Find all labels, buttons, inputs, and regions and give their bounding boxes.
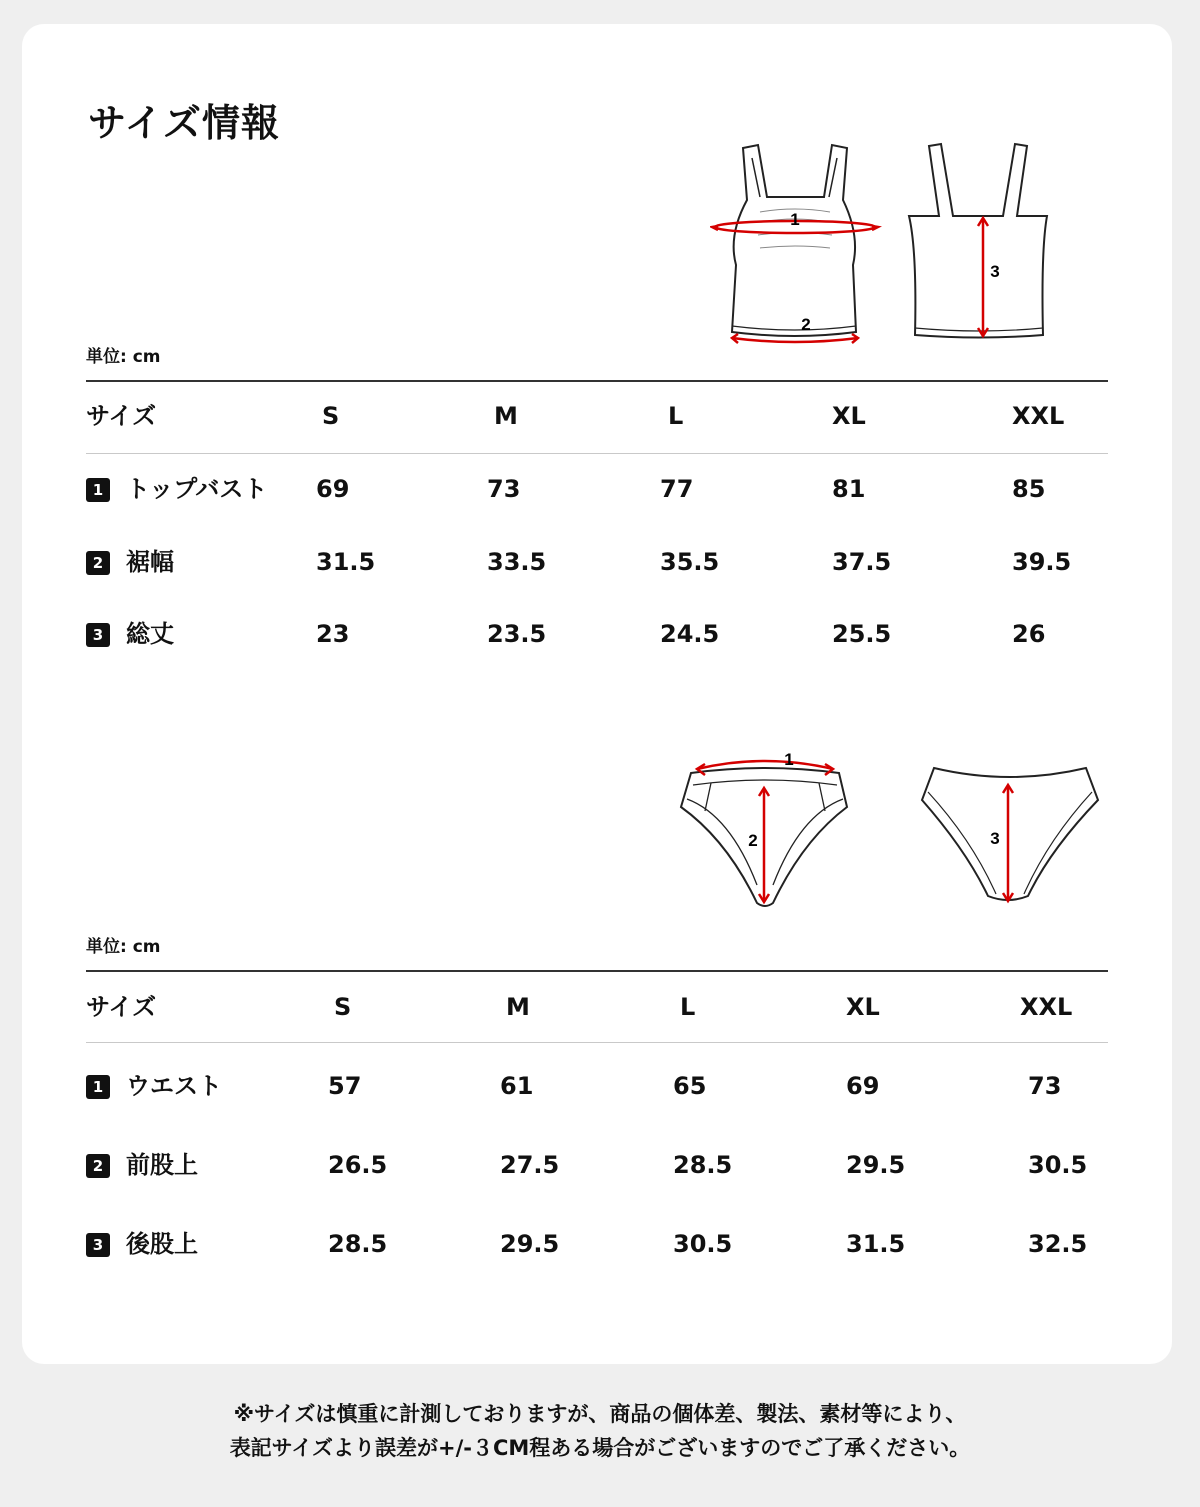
page-title: サイズ情報 xyxy=(88,101,280,145)
marker-3: 3 xyxy=(990,829,1000,848)
header-xxl: XXL xyxy=(1020,993,1073,1021)
index-badge: 1 xyxy=(86,1075,110,1099)
footnote-line-1: ※サイズは慎重に計測しておりますが、商品の個体差、製法、素材等により、 xyxy=(233,1402,967,1426)
header-size: サイズ xyxy=(86,402,157,430)
header-m: M xyxy=(494,402,518,430)
cell-value: 77 xyxy=(660,475,694,503)
marker-1: 1 xyxy=(790,210,800,229)
cell-value: 31.5 xyxy=(316,548,376,576)
unit-label-top: 単位: cm xyxy=(86,347,161,367)
cell-value: 57 xyxy=(328,1072,362,1100)
row-label: 前股上 xyxy=(126,1151,198,1179)
index-badge: 3 xyxy=(86,623,110,647)
header-s: S xyxy=(334,993,352,1021)
cell-value: 69 xyxy=(846,1072,880,1100)
cell-value: 35.5 xyxy=(660,548,720,576)
cell-value: 73 xyxy=(487,475,521,503)
index-badge: 3 xyxy=(86,1233,110,1257)
row-label: トップバスト xyxy=(126,475,268,503)
divider xyxy=(86,380,1108,382)
cell-value: 32.5 xyxy=(1028,1230,1088,1258)
cell-value: 23 xyxy=(316,620,350,648)
cell-value: 23.5 xyxy=(487,620,547,648)
index-badge: 2 xyxy=(86,1154,110,1178)
marker-2: 2 xyxy=(801,315,811,334)
header-m: M xyxy=(506,993,530,1021)
header-xl: XL xyxy=(846,993,880,1021)
row-label: 総丈 xyxy=(126,620,174,648)
bottom-back-diagram xyxy=(920,760,1100,910)
row-label: 後股上 xyxy=(126,1230,198,1258)
cell-value: 29.5 xyxy=(500,1230,560,1258)
row-label: 裾幅 xyxy=(126,548,174,576)
header-s: S xyxy=(322,402,340,430)
marker-3: 3 xyxy=(990,262,1000,281)
cell-value: 61 xyxy=(500,1072,534,1100)
index-badge: 1 xyxy=(86,478,110,502)
cell-value: 26.5 xyxy=(328,1151,388,1179)
cell-value: 26 xyxy=(1012,620,1046,648)
cell-value: 24.5 xyxy=(660,620,720,648)
header-l: L xyxy=(680,993,696,1021)
top-back-diagram xyxy=(905,140,1055,340)
table-row xyxy=(86,1145,1108,1185)
cell-value: 85 xyxy=(1012,475,1046,503)
cell-value: 30.5 xyxy=(1028,1151,1088,1179)
unit-label-bottom: 単位: cm xyxy=(86,937,161,957)
cell-value: 28.5 xyxy=(328,1230,388,1258)
header-xl: XL xyxy=(832,402,866,430)
cell-value: 65 xyxy=(673,1072,707,1100)
cell-value: 69 xyxy=(316,475,350,503)
cell-value: 30.5 xyxy=(673,1230,733,1258)
top-front-diagram xyxy=(710,140,890,355)
header-xxl: XXL xyxy=(1012,402,1065,430)
table-row xyxy=(86,469,1108,509)
table-row xyxy=(86,542,1108,582)
header-size: サイズ xyxy=(86,993,157,1021)
index-badge: 2 xyxy=(86,551,110,575)
footnote-line-2: 表記サイズより誤差が+/-３CM程ある場合がございますのでご了承ください。 xyxy=(229,1436,971,1460)
cell-value: 31.5 xyxy=(846,1230,906,1258)
bottom-front-diagram xyxy=(675,745,855,910)
cell-value: 27.5 xyxy=(500,1151,560,1179)
cell-value: 81 xyxy=(832,475,866,503)
marker-1: 1 xyxy=(784,750,794,769)
table-header-bottom xyxy=(86,987,1108,1027)
table-row xyxy=(86,1066,1108,1106)
table-row xyxy=(86,1224,1108,1264)
header-l: L xyxy=(668,402,684,430)
cell-value: 37.5 xyxy=(832,548,892,576)
cell-value: 39.5 xyxy=(1012,548,1072,576)
divider xyxy=(86,453,1108,454)
cell-value: 29.5 xyxy=(846,1151,906,1179)
row-label: ウエスト xyxy=(126,1072,222,1100)
divider xyxy=(86,970,1108,972)
marker-2: 2 xyxy=(748,831,758,850)
cell-value: 33.5 xyxy=(487,548,547,576)
cell-value: 73 xyxy=(1028,1072,1062,1100)
divider xyxy=(86,1042,1108,1043)
cell-value: 28.5 xyxy=(673,1151,733,1179)
cell-value: 25.5 xyxy=(832,620,892,648)
table-header-top xyxy=(86,396,1108,436)
table-row xyxy=(86,614,1108,654)
